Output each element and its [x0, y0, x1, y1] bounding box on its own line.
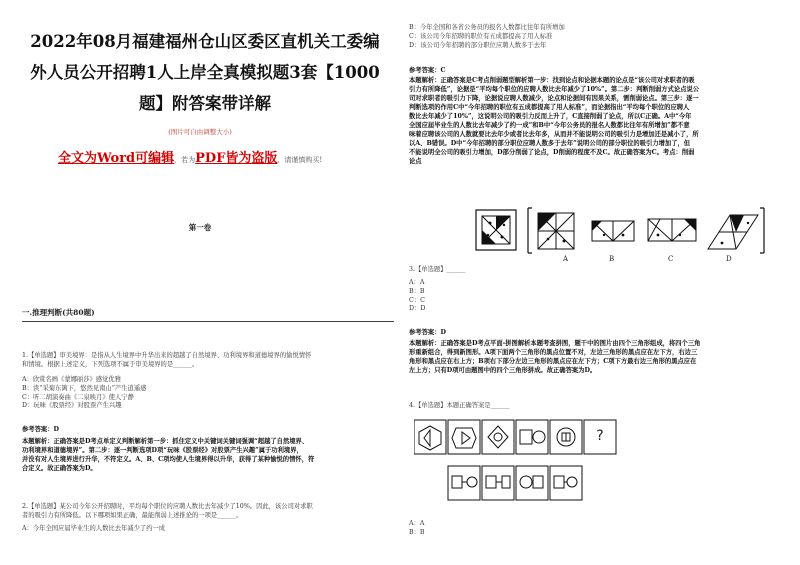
q2-option-b: B：今年全国和各省公务员的报名人数都比往年有所增加: [409, 24, 565, 31]
q3-explanation: [409, 339, 787, 375]
q2-option-a: A：今年全国应届毕业生的人数比去年减少了约一成: [22, 525, 166, 532]
q3-label-b: B: [609, 255, 615, 263]
q2-exp-line-2: 引力有所降低”，论据是“平均每个职位的应聘人数比去年减少了10%”。第二步：判断削弱方式论点说公: [409, 86, 700, 93]
q2-exp-line-6: 全国应届毕业生的人数比去年减少了约一成”和B中“今年公务员的报名人数都比往年有所增加”都不意: [409, 122, 690, 129]
q1-exp-line-3: 并没有对人生境界进行升华，不符定义。A、B、C项均使人生境界得以升华，获得了某种愉悦的情怀，符: [22, 456, 315, 463]
q2-exp-line-3: 司对求职者的吸引力下降，论据说应聘人数减少，论点和论据间有因果关系，需削弱论点。第三步：逐一: [409, 95, 699, 102]
q1-explanation: [22, 437, 392, 473]
q1-option-b: B：读“采菊东篱下，悠然见南山”产生逍遥感: [22, 384, 147, 392]
q4-options: [409, 520, 779, 538]
q1-exp-line-4: 合定义。故正确答案为D。: [22, 465, 97, 472]
q2-exp-line-1: 本题解析：正确答案是C考点削弱题型解析第一步：找到论点和论据本题的论点是“该公司对求职者的吸: [409, 77, 695, 84]
q1-stem-line-1: 1.【单选题】审美境界：是指从人生境界中升华出来的超越了自然境界、功利境界和道德境界的愉悦情怀: [22, 352, 312, 359]
q1-stem-line-2: 和情境。根据上述定义，下列选项不属于审美境界的是______。: [22, 360, 199, 368]
pdf-piracy-note: PDF皆为盗版: [195, 151, 278, 166]
q1-option-d: D：玩味《股票经》对股票产生兴趣: [22, 402, 122, 410]
q4-option-b: B：B: [409, 528, 425, 536]
q2-option-d: D：该公司今年招聘的部分职位应聘人数多于去年: [409, 41, 547, 49]
q4-figure: [414, 418, 644, 528]
q2-explanation: [409, 76, 787, 166]
q2-answer: 参考答案：C: [409, 67, 446, 74]
title-line-1: 2022年08月福建福州仓山区委区直机关工委编: [30, 32, 380, 51]
q3-figure: [468, 205, 768, 267]
q1-option-c: C：听二胡演奏曲《二泉映月》使人宁静: [22, 393, 134, 401]
q2-options-continued: [409, 24, 779, 50]
purchase-caution: ，请谨慎购买!: [277, 156, 323, 164]
q4-stem: 4.【单选题】本题正确答案是______: [409, 402, 510, 409]
q3-option-a: A：A: [409, 279, 425, 286]
section-divider: [22, 321, 394, 322]
edit-notice: [58, 147, 398, 166]
word-editable-note: 全文为Word可编辑: [58, 151, 175, 166]
q3-option-d-shape: [708, 215, 758, 249]
q1-option-a: A：欣赏名画《蒙娜丽莎》感觉优雅: [22, 376, 122, 383]
q3-question-square: [476, 210, 516, 250]
edit-notice-sep: ，若为: [174, 156, 196, 164]
q3-label-a: A: [563, 255, 569, 263]
q4-question-mark: ?: [596, 428, 604, 444]
q3-exp-line-3: 角形和黑点应在右上方；B项右下部分左边三角形的黑点应在左下方；C项下方最右边三角形的黑点应在: [409, 358, 697, 365]
page-title: [10, 26, 400, 119]
image-resize-tip: (图片可自由调整大小): [168, 128, 232, 136]
section-heading: 一.推理判断(共80题): [22, 308, 95, 317]
q2-exp-line-7: 味着应聘该公司的人数就要比去年少或者比去年多，从而并不能说明公司的吸引力是增加还是减小了，所: [409, 131, 699, 138]
q2-stem-line-2: 者的吸引力有所降低。以下哪项如果正确，最能削弱上述推论的一项是______。: [22, 511, 243, 519]
q3-option-c-shape: [648, 219, 696, 241]
q3-figure-svg: [468, 205, 768, 267]
q2-exp-line-10: 论点: [409, 158, 422, 165]
q1-exp-line-1: 本题解析：正确答案是D考点单定义判断解析第一步：抓住定义中关键词关键词强调“超越了自然境界、: [22, 438, 309, 445]
q2-exp-line-5: 数比去年减少了10%”，这说明公司的吸引力反而上升了，C直接削弱了论点，所以C正确。A中“今年: [409, 113, 692, 120]
q2-exp-line-4: 判断选项的作用C中“今年招聘的职位有五成都提高了用人标准”，而论据指出“平均每个职位的应聘人: [409, 104, 690, 111]
q3-option-c: C：C: [409, 296, 425, 304]
q4-option-a: A：A: [409, 520, 425, 527]
q3-option-b-shape: [592, 221, 634, 241]
q2-stem-line-1: 2.【单选题】某公司今年公开招聘时，平均每个职位的应聘人数比去年减少了10%。因此，该公司对求职: [22, 503, 313, 510]
q3-stem: 3.【单选题】______: [409, 266, 466, 273]
title-line-3: 题】附答案带详解: [139, 94, 271, 113]
q3-option-b: B：B: [409, 287, 425, 295]
q4-option-row: [448, 466, 582, 500]
q1-options: [22, 376, 392, 411]
q2-option-c: C：该公司今年招聘的职位有五成都提高了用人标准: [409, 32, 553, 40]
q2-exp-line-8: 以A、B错误。D中“今年招聘的部分职位应聘人数多于去年”说明公司的部分职位的吸引力增加了，但: [409, 140, 691, 147]
q3-option-a-shape: [538, 213, 574, 249]
q3-options: [409, 279, 779, 314]
q3-option-d: D：D: [409, 305, 426, 313]
title-line-2: 外人员公开招聘1人上岸全真模拟题3套【1000: [30, 63, 380, 82]
volume-heading: 第一卷: [188, 223, 212, 232]
q1-exp-line-2: 功利境界和道德境界”。第二步：逐一判断选项D项“玩味《股票经》对股票产生兴趣”属于功利境界，: [22, 447, 303, 454]
q2-stem: [22, 503, 392, 521]
q3-exp-line-4: 左上方；只有D项可由题图中的四个三角形拼成。故正确答案为D。: [409, 367, 597, 374]
q3-label-c: C: [668, 255, 674, 263]
q2-exp-line-9: 不能说明全公司的吸引力增加，D部分削弱了论点，D削弱的程度不及C。故正确答案为C。考点：削弱: [409, 149, 695, 156]
q3-label-d: D: [726, 255, 732, 263]
q3-answer: 参考答案：D: [409, 329, 446, 336]
q3-exp-line-2: 形重新组合，得到新图形。A项下面两个三角形的黑点位置不对，左边三角形的黑点应在左下方，右边三: [409, 349, 698, 356]
q3-exp-line-1: 本题解析：正确答案是D考点平面-拼图解析本题考查拼图，题干中的图片由四个三角形组成，将四个三角: [409, 340, 701, 347]
q1-answer: 参考答案：D: [22, 426, 59, 433]
q1-stem: [22, 352, 392, 370]
